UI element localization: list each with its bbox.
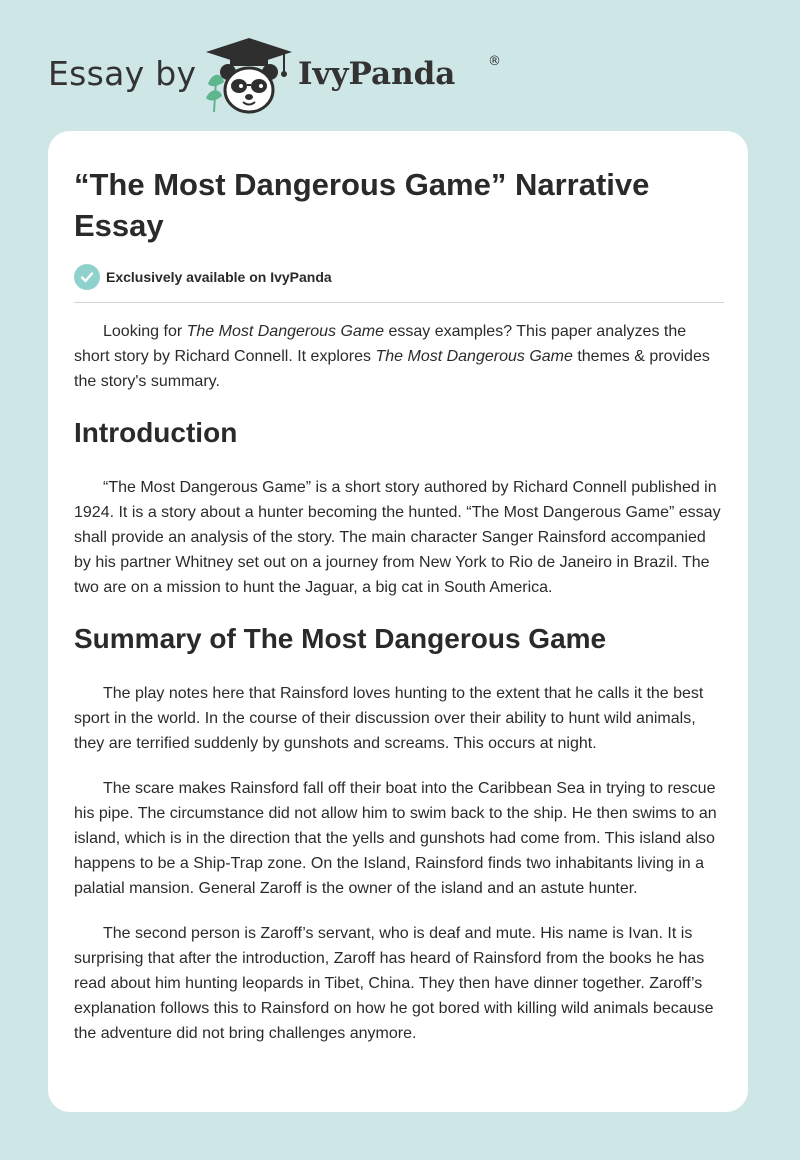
essay-body (74, 319, 724, 1062)
section-heading-introduction: Introduction (74, 417, 238, 448)
exclusive-label: Exclusively available on IvyPanda (106, 269, 332, 285)
section-heading-summary: Summary of The Most Dangerous Game (74, 623, 607, 654)
brand-name[interactable]: IvyPanda (298, 56, 456, 92)
paragraph: The scare makes Rainsford fall off their boat into the Caribbean Sea in trying to rescue his pipe. The circumstance did not allow him to swim back to the ship. He then swims to an island, which is in the direction that the yells and gunshots had come from. This island also happens to be a Ship-Trap zone. On the Island, Rainsford finds two inhabitants living in a palatial mansion. General Zaroff is the owner of the island and an astute hunter. (74, 780, 717, 897)
brand-header (48, 36, 508, 116)
exclusive-badge (74, 264, 332, 290)
brand-prefix: Essay by (48, 54, 197, 93)
essay-title: “The Most Dangerous Game” Narrative Essay (74, 167, 650, 243)
registered-mark: ® (488, 54, 501, 69)
paragraph: The second person is Zaroff’s servant, who is deaf and mute. His name is Ivan. It is surprising that after the introduction, Zaroff has heard of Rainsford from the books he has read about him hunting leopards in Tibet, China. They then have dinner together. Zaroff’s explanation follows this to Rainsford on how he got bored with killing wild animals because the adventure did not bring challenges anymore. (74, 925, 714, 1042)
intro-paragraph: Looking for The Most Dangerous Game essay examples? This paper analyzes the short story by Richard Connell. It explores The Most Dangerous Game themes & provides the story's summary. (74, 323, 710, 390)
essay-card (48, 131, 748, 1112)
paragraph: “The Most Dangerous Game” is a short story authored by Richard Connell published in 1924. It is a story about a hunter becoming the hunted. “The Most Dangerous Game” essay shall provide an analysis of the story. The main character Sanger Rainsford accompanied by his partner Whitney set out on a journey from New York to Rio de Janeiro in Brazil. The two are on a mission to hunt the Jaguar, a big cat in South America. (74, 479, 721, 596)
paragraph: The play notes here that Rainsford loves hunting to the extent that he calls it the best sport in the world. In the course of their discussion over their ability to hunt wild animals, they are terrified suddenly by gunshots and screams. This occurs at night. (74, 685, 704, 752)
checkmark-icon (74, 264, 100, 290)
divider (74, 302, 724, 303)
panda-graduation-cap-icon[interactable] (204, 36, 294, 116)
